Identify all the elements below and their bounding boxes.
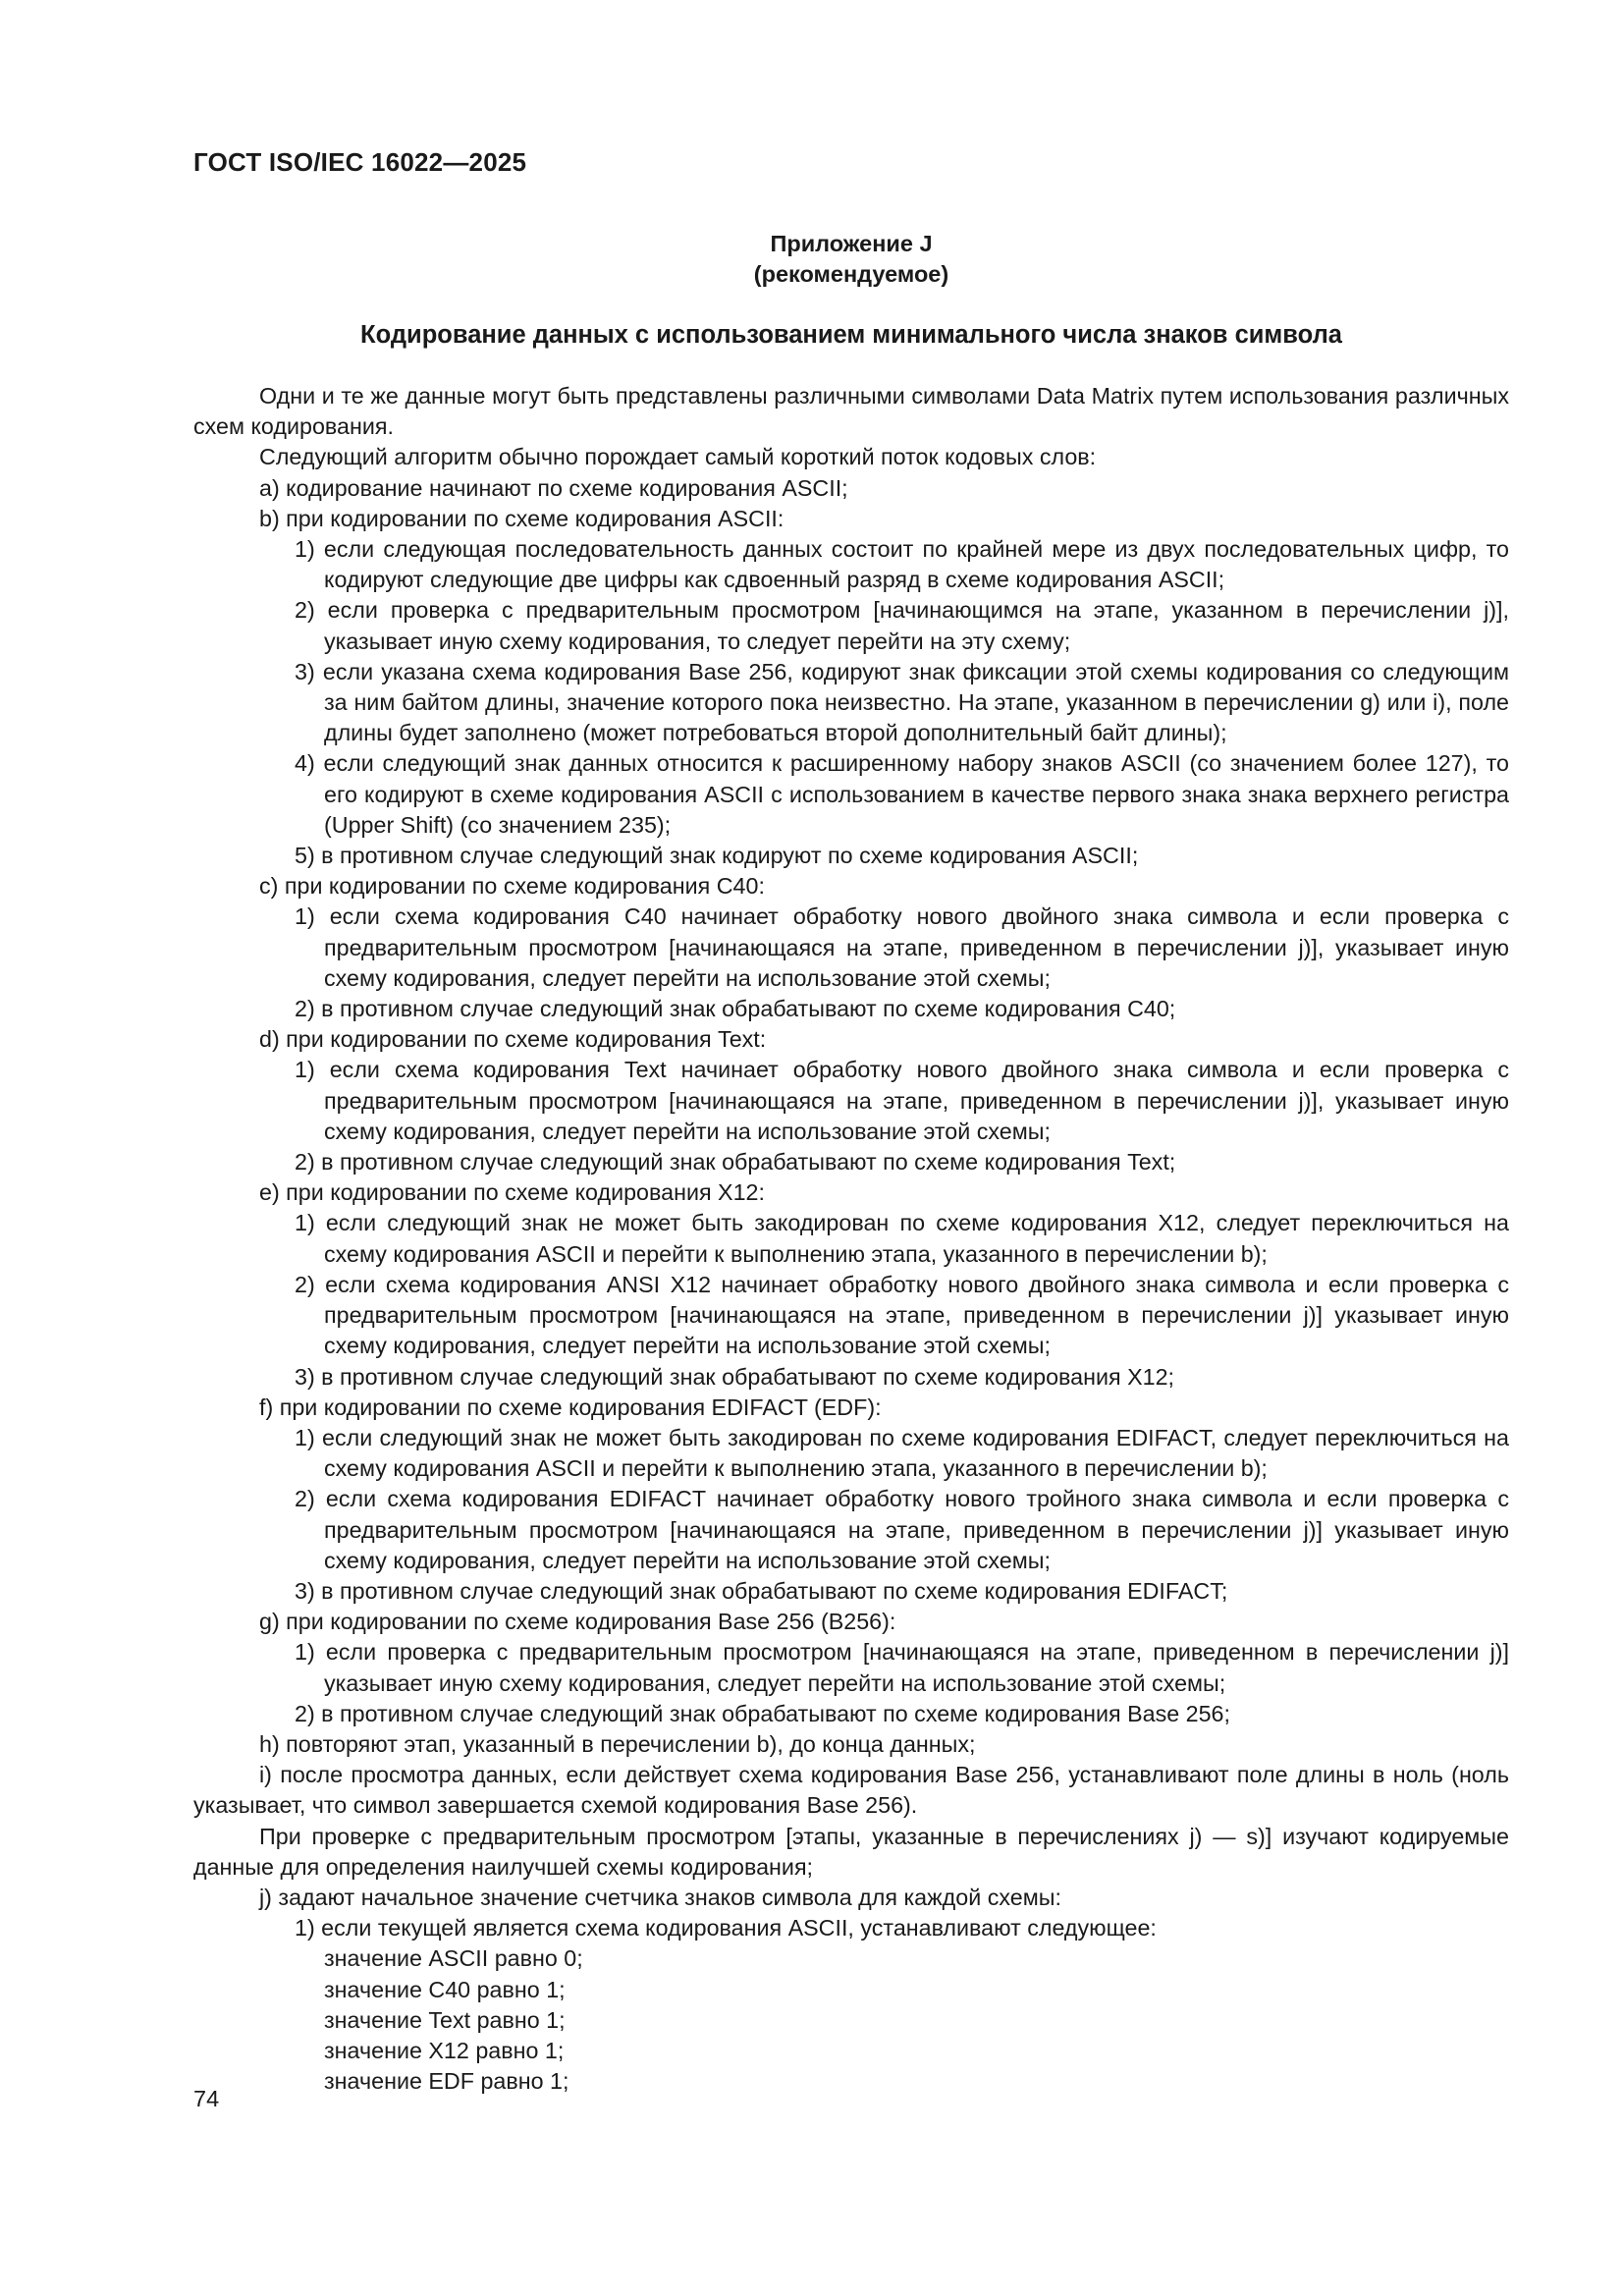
value-line-c40: значение C40 равно 1;	[324, 1976, 566, 2002]
standard-designation: ГОСТ ISO/IEC 16022—2025	[193, 147, 527, 177]
list-item-b-3: 3) если указана схема кодирования Base 256, кодируют знак фиксации этой схемы кодирования со следующим за ним байтом длины, значение которого пока неизвестно. На этапе, указанном в перечислении g) или i), поле длины будет заполнено (может потребоваться второй дополнительный байт длины);	[295, 658, 1509, 746]
value-line-text: значение Text равно 1;	[324, 2006, 566, 2033]
list-item-e-1: 1) если следующий знак не может быть закодирован по схеме кодирования X12, следует переключиться на схему кодирования ASCII и перейти к выполнению этапа, указанного в перечислении b);	[295, 1210, 1509, 1267]
algorithm-intro: Следующий алгоритм обычно порождает самый короткий поток кодовых слов:	[259, 444, 1097, 470]
annex-heading	[193, 229, 1509, 290]
list-item-h: h) повторяют этап, указанный в перечислении b), до конца данных;	[259, 1730, 976, 1757]
annex-status: (рекомендуемое)	[753, 261, 949, 287]
list-item-g-1: 1) если проверка с предварительным просмотром [начинающаяся на этапе, приведенном в перечислении j)] указывает иную схему кодирования, следует перейти на использование этой схемы;	[295, 1639, 1509, 1696]
page-number: 74	[193, 2086, 220, 2111]
list-item-i: i) после просмотра данных, если действует схема кодирования Base 256, устанавливают поле длины в ноль (ноль указывает, что символ завершается схемой кодирования Base 256).	[193, 1762, 1509, 1819]
list-item-d: d) при кодировании по схеме кодирования Text:	[259, 1026, 767, 1053]
list-item-d-1: 1) если схема кодирования Text начинает обработку нового двойного знака символа и если проверка с предварительным просмотром [начинающаяся на этапе, приведенном в перечислении j)], указывает иную схему кодирования, следует перейти на использование этой схемы;	[295, 1057, 1509, 1144]
lookahead-paragraph: При проверке с предварительным просмотром [этапы, указанные в перечислениях j) — s)] изучают кодируемые данные для определения наилучшей схемы кодирования;	[193, 1823, 1509, 1880]
list-item-b-4: 4) если следующий знак данных относится к расширенному набору знаков ASCII (со значением более 127), то его кодируют в схеме кодирования ASCII с использованием в качестве первого знака знака верхнего регистра (Upper Shift) (со значением 235);	[295, 750, 1509, 838]
list-item-j: j) задают начальное значение счетчика знаков символа для каждой схемы:	[259, 1884, 1061, 1910]
list-item-j-1: 1) если текущей является схема кодирования ASCII, устанавливают следующее:	[295, 1915, 1157, 1941]
list-item-b-1: 1) если следующая последовательность данных состоит по крайней мере из двух последовательных цифр, то кодируют следующие две цифры как сдвоенный разряд в схеме кодирования ASCII;	[295, 536, 1509, 593]
annex-body	[193, 381, 1509, 2097]
value-line-edf: значение EDF равно 1;	[324, 2068, 569, 2095]
list-item-f-1: 1) если следующий знак не может быть закодирован по схеме кодирования EDIFACT, следует переключиться на схему кодирования ASCII и перейти к выполнению этапа, указанного в перечислении b);	[295, 1424, 1509, 1482]
list-item-d-2: 2) в противном случае следующий знак обрабатывают по схеме кодирования Text;	[295, 1149, 1176, 1175]
list-item-b-5: 5) в противном случае следующий знак кодируют по схеме кодирования ASCII;	[295, 843, 1139, 869]
value-line-ascii: значение ASCII равно 0;	[324, 1945, 583, 1972]
annex-label: Приложение J	[770, 231, 933, 256]
list-item-e-3: 3) в противном случае следующий знак обрабатывают по схеме кодирования X12;	[295, 1363, 1174, 1390]
value-line-x12: значение X12 равно 1;	[324, 2037, 565, 2063]
list-item-g-2: 2) в противном случае следующий знак обрабатывают по схеме кодирования Base 256;	[295, 1700, 1230, 1726]
annex-title: Кодирование данных с использованием минимального числа знаков символа	[360, 321, 1342, 349]
list-item-e: e) при кодировании по схеме кодирования X12:	[259, 1179, 765, 1206]
list-item-e-2: 2) если схема кодирования ANSI X12 начинает обработку нового двойного знака символа и если проверка с предварительным просмотром [начинающаяся на этапе, приведенном в перечислении j)] указывает иную схему кодирования, следует перейти на использование этой схемы;	[295, 1271, 1509, 1359]
list-item-b: b) при кодировании по схеме кодирования ASCII:	[259, 505, 784, 531]
intro-paragraph: Одни и те же данные могут быть представлены различными символами Data Matrix путем использования различных схем кодирования.	[193, 383, 1509, 440]
list-item-a: a) кодирование начинают по схеме кодирования ASCII;	[259, 474, 848, 501]
list-item-c-2: 2) в противном случае следующий знак обрабатывают по схеме кодирования C40;	[295, 996, 1176, 1022]
list-item-f-2: 2) если схема кодирования EDIFACT начинает обработку нового тройного знака символа и если проверка с предварительным просмотром [начинающаяся на этапе, приведенном в перечислении j)] указывает иную схему кодирования, следует перейти на использование этой схемы;	[295, 1486, 1509, 1573]
list-item-c-1: 1) если схема кодирования C40 начинает обработку нового двойного знака символа и если проверка с предварительным просмотром [начинающаяся на этапе, приведенном в перечислении j)], указывает иную схему кодирования, следует перейти на использование этой схемы;	[295, 903, 1509, 991]
list-item-f-3: 3) в противном случае следующий знак обрабатывают по схеме кодирования EDIFACT;	[295, 1577, 1228, 1604]
list-item-f: f) при кодировании по схеме кодирования EDIFACT (EDF):	[259, 1394, 882, 1420]
list-item-c: c) при кодировании по схеме кодирования C40:	[259, 873, 765, 900]
list-item-b-2: 2) если проверка с предварительным просмотром [начинающимся на этапе, указанном в перечислении j)], указывает иную схему кодирования, то следует перейти на эту схему;	[295, 597, 1509, 654]
list-item-g: g) при кодировании по схеме кодирования Base 256 (B256):	[259, 1609, 896, 1635]
